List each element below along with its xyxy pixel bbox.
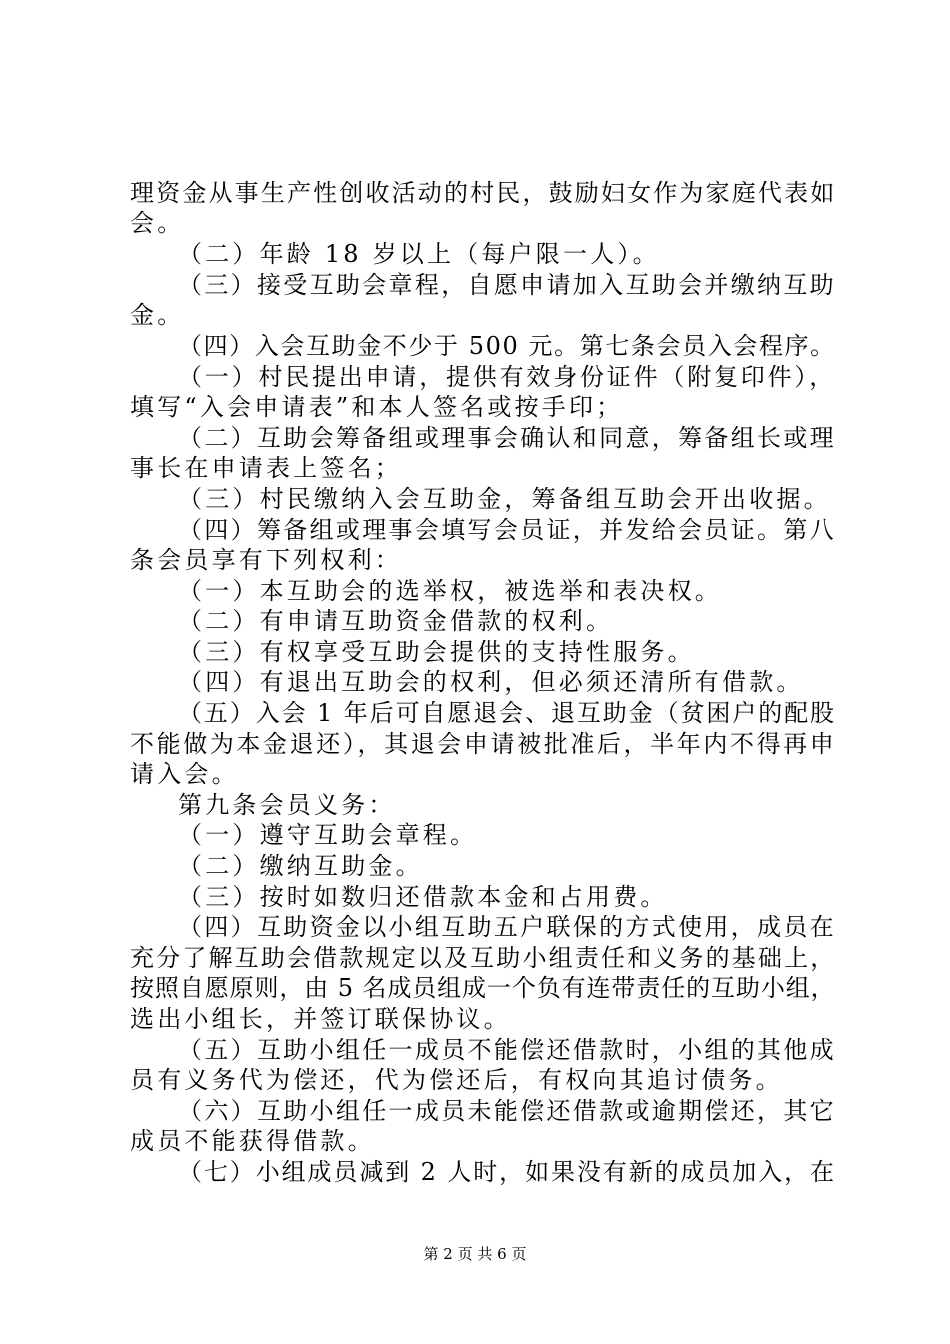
body-text-line: （三）接受互助会章程，自愿申请加入互助会并缴纳互助 xyxy=(178,271,836,299)
body-text-line: （二）缴纳互助金。 xyxy=(178,852,423,880)
body-text-line: （三）有权享受互助会提供的支持性服务。 xyxy=(178,638,695,666)
body-text-line: 按照自愿原则，由 5 名成员组成一个负有连带责任的互助小组， xyxy=(130,974,836,1002)
body-text-line: 成员不能获得借款。 xyxy=(130,1127,375,1155)
body-text-line: （二）互助会筹备组或理事会确认和同意，筹备组长或理 xyxy=(178,424,836,452)
body-text-line: （一）本互助会的选举权，被选举和表决权。 xyxy=(178,577,722,605)
body-text-line: （三）按时如数归还借款本金和占用费。 xyxy=(178,883,668,911)
body-text-line: （五）互助小组任一成员不能偿还借款时，小组的其他成 xyxy=(178,1036,836,1064)
body-text-line: （五）入会 1 年后可自愿退会、退互助金（贫困户的配股 xyxy=(178,699,836,727)
body-text-line: （四）有退出互助会的权利，但必须还清所有借款。 xyxy=(178,668,804,696)
body-text-line: （二）有申请互助资金借款的权利。 xyxy=(178,607,614,635)
body-text-line: 条会员享有下列权利： xyxy=(130,546,402,574)
body-text-line: （一）遵守互助会章程。 xyxy=(178,821,478,849)
body-text-line: （二）年龄 18 岁以上（每户限一人）。 xyxy=(178,240,660,268)
body-text-line: 不能做为本金退还），其退会申请被批准后，半年内不得再申 xyxy=(130,730,837,758)
page-number-footer: 第 2 页 共 6 页 xyxy=(423,1245,527,1263)
body-text-line: 第九条会员义务： xyxy=(178,791,396,819)
body-text-line: （七）小组成员减到 2 人时，如果没有新的成员加入，在 xyxy=(178,1158,836,1186)
body-text-line: 员有义务代为偿还，代为偿还后，有权向其追讨债务。 xyxy=(130,1066,783,1094)
body-text-line: （四）入会互助金不少于 500 元。第七条会员入会程序。 xyxy=(178,332,836,360)
body-text-line: 请入会。 xyxy=(130,760,239,788)
body-text-line: （六）互助小组任一成员未能偿还借款或逾期偿还，其它 xyxy=(178,1097,836,1125)
body-text-line: （四）互助资金以小组互助五户联保的方式使用，成员在 xyxy=(178,913,836,941)
body-text-line: 会。 xyxy=(130,209,185,237)
body-text-line: （三）村民缴纳入会互助金，筹备组互助会开出收据。 xyxy=(178,485,831,513)
body-text-line: 金。 xyxy=(130,301,185,329)
body-text-line: （一）村民提出申请，提供有效身份证件（附复印件）， xyxy=(178,363,836,391)
body-text-line: （四）筹备组或理事会填写会员证，并发给会员证。第八 xyxy=(178,516,836,544)
body-text-line: 理资金从事生产性创收活动的村民，鼓励妇女作为家庭代表如 xyxy=(130,179,837,207)
body-text-line: 充分了解互助会借款规定以及互助小组责任和义务的基础上， xyxy=(130,944,837,972)
body-text-line: 填写“入会申请表”和本人签名或按手印； xyxy=(130,393,624,421)
body-text-line: 事长在申请表上签名； xyxy=(130,454,402,482)
body-text-line: 选出小组长，并签订联保协议。 xyxy=(130,1005,511,1033)
